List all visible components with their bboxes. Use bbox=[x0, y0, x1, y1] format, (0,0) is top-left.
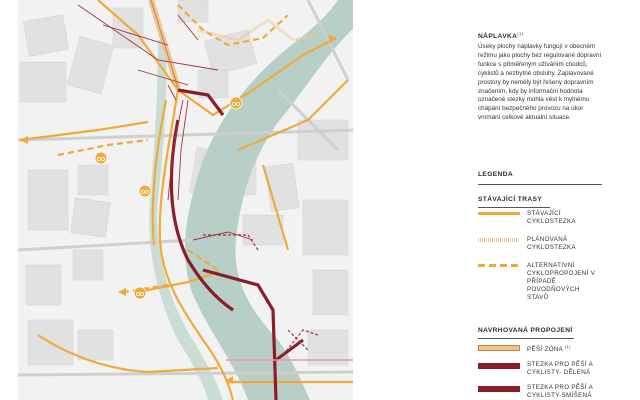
divider bbox=[478, 184, 602, 185]
naplavka-description: Úseky plochy náplavky fungují v obecném režimu jako plochy bez regulované dopravní funkce s přiměřeným užíváním chodců, cyklistů a nezbytné obsluhy. Zaplavované prostory by neměly být řešeny dopravním značením, kdy by informační hodnota označené stezky mohla vést k mylnému chápání bezpečného provozu na úkor vnímání celkové aktuální situace. bbox=[478, 43, 602, 122]
map[interactable] bbox=[18, 0, 353, 400]
legend-item-shared-path-divided: STEZKA PRO PĚŠÍ A CYKLISTY- DĚLENÁ bbox=[478, 361, 602, 379]
legend-swatch bbox=[478, 212, 520, 215]
legend-item-planned-cyclepath: PLÁNOVANÁ CYKLOSTEZKA bbox=[478, 236, 602, 256]
bike-icon[interactable] bbox=[230, 97, 242, 109]
bike-icon[interactable] bbox=[134, 287, 146, 299]
legend-swatch bbox=[478, 264, 520, 267]
legend-swatch bbox=[478, 238, 520, 242]
bike-icon[interactable] bbox=[139, 185, 151, 197]
legend-item-pedestrian-zone: PĚŠÍ ZÓNA $^{(1)}$ bbox=[478, 343, 602, 355]
existing-routes-title: STÁVAJÍCÍ TRASY bbox=[478, 196, 543, 203]
divider bbox=[478, 207, 550, 208]
divider bbox=[478, 338, 574, 339]
legend-item-shared-path-mixed: STEZKA PRO PĚŠÍ A CYKLISTY-SMÍŠENÁ bbox=[478, 384, 602, 400]
naplavka-title: NÁPLAVKA$^{(1)}$ bbox=[478, 31, 524, 41]
legend-panel bbox=[478, 0, 602, 400]
legend-swatch bbox=[478, 386, 520, 392]
legend-swatch bbox=[478, 363, 520, 369]
legend-item-existing-cyclepath: STÁVAJÍCÍ CYKLOSTEZKA bbox=[478, 210, 602, 230]
proposed-connections-title: NAVRHOVANÁ PROPOJENÍ bbox=[478, 327, 573, 334]
legend-item-alternative-connection: ALTERNATIVNÍ CYKLOPROPOJENÍ V PŘÍPADĚ POVODŇOVÝCH STAVŮ bbox=[478, 262, 602, 308]
bike-icon[interactable] bbox=[95, 152, 107, 164]
legend-title: LEGENDA bbox=[478, 171, 514, 178]
legend-swatch bbox=[478, 345, 520, 351]
